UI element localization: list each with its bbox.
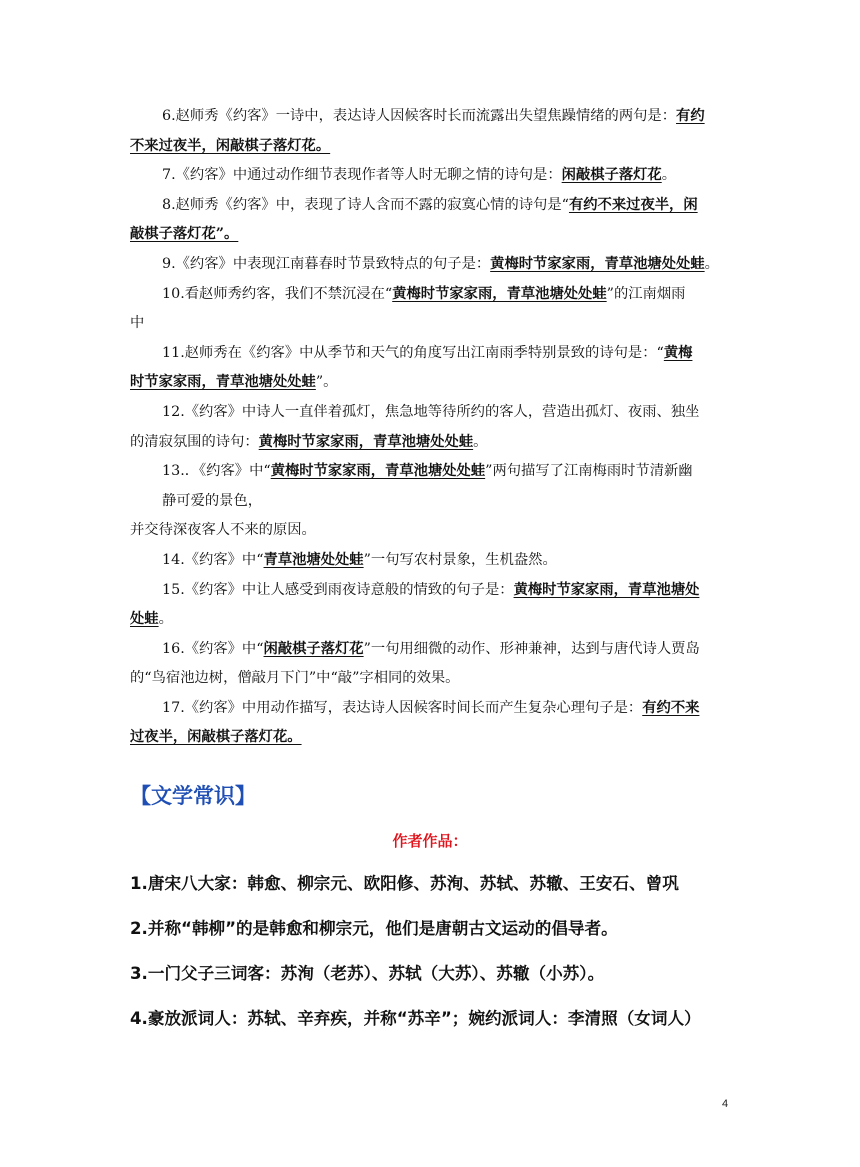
item-line xyxy=(130,132,730,162)
answer-text: 时节家家雨，青草池塘处处蛙 xyxy=(130,374,316,391)
item-line xyxy=(162,641,700,657)
answer-text: 有约 xyxy=(676,108,705,124)
quiz-item xyxy=(130,339,730,398)
quiz-item xyxy=(130,280,730,339)
answer-text: 有约不来过夜半，闲 xyxy=(568,196,698,213)
item-line xyxy=(162,256,719,272)
fact-item: 2.并称“韩柳”的是韩愈和柳宗元，他们是唐朝古文运动的倡导者。 xyxy=(130,919,618,938)
quiz-items-list xyxy=(130,102,730,753)
section-title: 【文学常识】 xyxy=(130,784,256,808)
answer-text: 黄梅时节家家雨，青草池塘处处蛙 xyxy=(392,285,607,302)
item-text: 并交待深夜客人不来的原因。 xyxy=(130,522,316,539)
item-text: 。 xyxy=(473,433,488,450)
item-line xyxy=(162,404,699,420)
item-line xyxy=(130,723,730,753)
item-text: 的清寂氛围的诗句： xyxy=(130,433,259,450)
item-line xyxy=(162,463,693,479)
answer-text: 黄梅时节家家雨，青草池塘处 xyxy=(513,581,700,598)
item-line xyxy=(130,664,730,694)
item-text: 15.《约客》中让人感受到雨夜诗意般的情致的句子是： xyxy=(162,581,514,598)
item-line xyxy=(130,516,730,546)
item-line xyxy=(130,309,730,339)
item-text: 的“鸟宿池边树，僧敲月下门”中“敲”字相同的效果。 xyxy=(130,670,460,687)
item-line xyxy=(162,167,676,183)
item-text: 17.《约客》中用动作描写，表达诗人因候客时间长而产生复杂心理句子是： xyxy=(162,699,643,716)
quiz-item xyxy=(130,398,730,457)
item-text: 16.《约客》中“ xyxy=(162,640,264,657)
answer-text: 黄梅时节家家雨，青草池塘处处蛙 xyxy=(258,433,474,450)
item-line xyxy=(162,286,685,302)
item-line xyxy=(162,552,557,568)
fact-item: 1.唐宋八大家：韩愈、柳宗元、欧阳修、苏洵、苏轼、苏辙、王安石、曾巩 xyxy=(130,874,679,893)
item-line xyxy=(130,368,730,398)
answer-text: 处蛙 xyxy=(130,611,159,628)
item-text: 12.《约客》中诗人一直伴着孤灯，焦急地等待所约的客人，营造出孤灯、夜雨、独坐 xyxy=(162,403,700,420)
page-number: 4 xyxy=(722,1098,729,1110)
item-line xyxy=(162,108,705,124)
fact-item: 3.一门父子三词客：苏洵（老苏）、苏轼（大苏）、苏辙（小苏）。 xyxy=(130,964,605,983)
quiz-item xyxy=(130,457,730,546)
fact-item: 4.豪放派词人：苏轼、辛弃疾，并称“苏辛”；婉约派词人：李清照（女词人） xyxy=(130,1009,701,1028)
item-line xyxy=(130,487,730,517)
item-text: ”一句用细微的动作、形神兼神，达到与唐代诗人贾岛 xyxy=(363,640,700,657)
answer-text: 黄梅 xyxy=(663,344,693,361)
item-text: 中 xyxy=(130,315,145,332)
quiz-item xyxy=(130,191,730,250)
item-line xyxy=(162,345,692,361)
answer-text: 敲棋子落灯花”。 xyxy=(130,226,239,243)
answer-text: 闲敲棋子落灯花 xyxy=(561,167,662,184)
quiz-item xyxy=(130,546,730,576)
item-line xyxy=(130,428,730,458)
item-text: ”两句描写了江南梅雨时节清新幽 xyxy=(485,463,693,480)
item-line xyxy=(130,605,730,635)
item-text: 。 xyxy=(661,167,677,184)
item-line xyxy=(162,700,699,716)
quiz-item xyxy=(130,576,730,635)
item-text: ”一句写农村景象，生机盎然。 xyxy=(363,551,557,568)
answer-text: 不来过夜半，闲敲棋子落灯花。 xyxy=(130,137,331,154)
item-line xyxy=(162,197,698,213)
item-text: 静可爱的景色， xyxy=(162,492,263,509)
quiz-item xyxy=(130,102,730,161)
quiz-item xyxy=(130,635,730,694)
item-text: ”。 xyxy=(315,374,338,391)
answer-text: 黄梅时节家家雨，青草池塘处处蛙 xyxy=(490,255,705,272)
item-line xyxy=(162,582,699,598)
item-line xyxy=(130,220,730,250)
item-text: 。 xyxy=(158,611,173,628)
subsection-title: 作者作品： xyxy=(392,832,468,850)
quiz-item xyxy=(130,250,730,280)
item-text: 14.《约客》中“ xyxy=(162,551,264,568)
item-text: ”的江南烟雨 xyxy=(606,285,686,302)
item-text: 8.赵师秀《约客》中，表现了诗人含而不露的寂寞心情的诗句是“ xyxy=(162,196,569,213)
item-text: 7.《约客》中通过动作细节表现作者等人时无聊之情的诗句是： xyxy=(162,167,562,184)
item-text: 6.赵师秀《约客》一诗中，表达诗人因候客时长而流露出失望焦躁情绪的两句是： xyxy=(162,108,677,124)
item-text: 。 xyxy=(704,255,719,272)
answer-text: 有约不来 xyxy=(642,699,700,716)
item-text: 10.看赵师秀约客，我们不禁沉浸在“ xyxy=(162,285,393,302)
quiz-item xyxy=(130,694,730,753)
answer-text: 青草池塘处处蛙 xyxy=(263,551,364,568)
item-text: 9.《约客》中表现江南暮春时节景致特点的句子是： xyxy=(162,255,491,272)
answer-text: 黄梅时节家家雨，青草池塘处处蛙 xyxy=(270,463,486,480)
answer-text: 过夜半，闲敲棋子落灯花。 xyxy=(130,729,302,746)
item-text: 13.．《约客》中“ xyxy=(162,463,271,480)
answer-text: 闲敲棋子落灯花 xyxy=(263,640,364,657)
item-text: 11.赵师秀在《约客》中从季节和天气的角度写出江南雨季特别景致的诗句是：“ xyxy=(162,344,664,361)
quiz-item xyxy=(130,161,730,191)
literature-facts-list xyxy=(130,866,750,1046)
